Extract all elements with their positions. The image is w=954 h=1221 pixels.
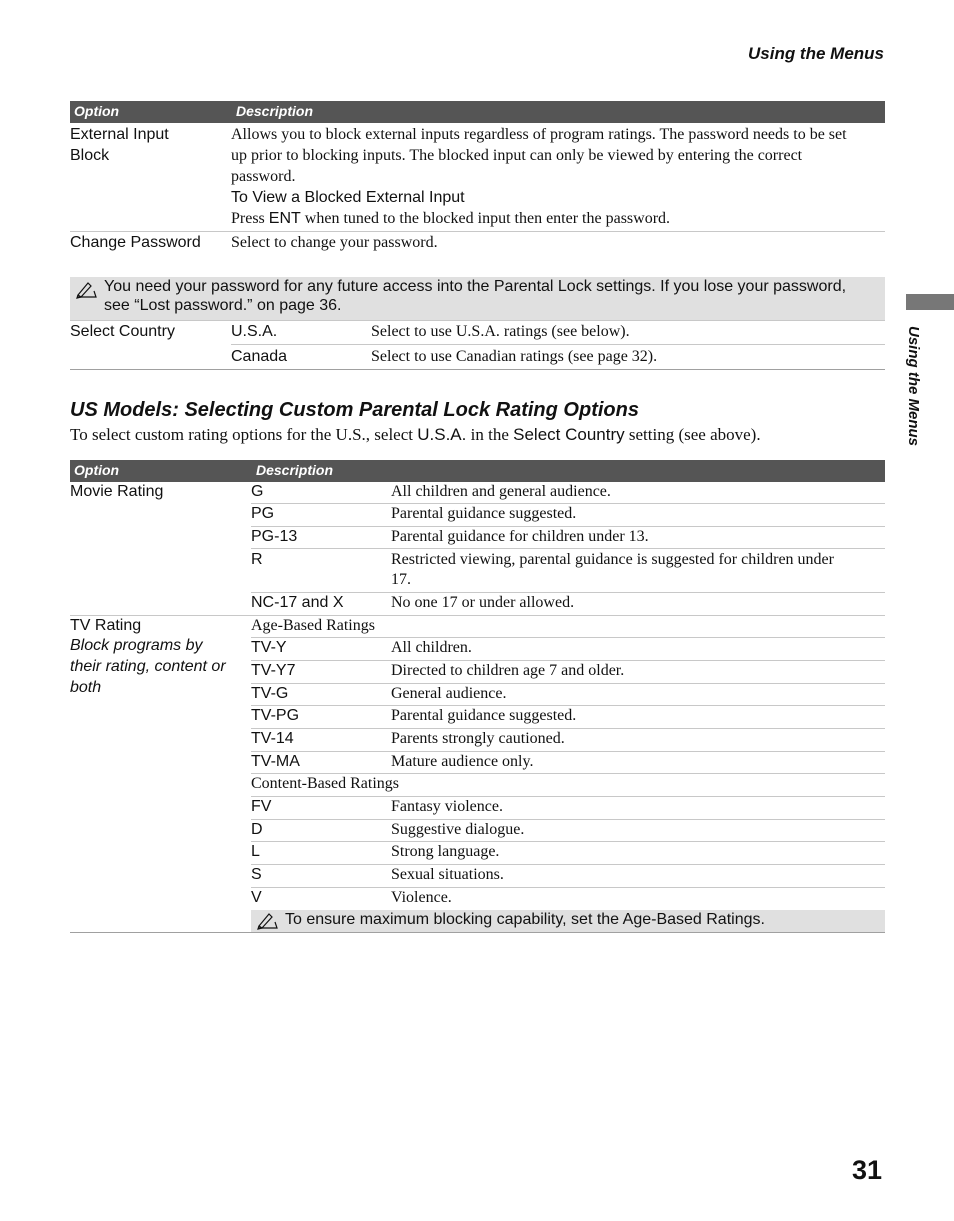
table2-header-description: Description bbox=[256, 462, 334, 478]
country-canada-description: Select to use Canadian ratings (see page 32). bbox=[371, 348, 658, 365]
tv-row-divider bbox=[251, 728, 885, 729]
tv-row-divider bbox=[251, 841, 885, 842]
content-based-label: Content-Based Ratings bbox=[251, 775, 399, 792]
tv-rating-subtext-line1: Block programs by bbox=[70, 637, 203, 654]
tv-code-tvy: TV-Y bbox=[251, 639, 287, 656]
table1-header bbox=[70, 101, 885, 123]
password-note bbox=[70, 277, 885, 320]
tv-row-divider bbox=[251, 864, 885, 865]
tv-code-tvy7: TV-Y7 bbox=[251, 662, 296, 679]
tv-code-v: V bbox=[251, 889, 262, 906]
memo-pencil-icon bbox=[74, 280, 100, 300]
intro-part2: in the bbox=[466, 425, 514, 444]
table1-header-description: Description bbox=[236, 103, 314, 119]
tv-row-divider bbox=[251, 683, 885, 684]
tv-rating-subtext-line3: both bbox=[70, 679, 102, 696]
tv-desc-s: Sexual situations. bbox=[391, 866, 504, 883]
intro-part3: setting (see above). bbox=[624, 425, 761, 444]
tv-code-tvma: TV-MA bbox=[251, 753, 300, 770]
tv-desc-tvy: All children. bbox=[391, 639, 472, 656]
movie-code-pg: PG bbox=[251, 505, 275, 522]
table2-header bbox=[70, 460, 885, 482]
change-password-option: Change Password bbox=[70, 234, 201, 251]
tv-row-divider bbox=[251, 637, 885, 638]
country-canada-label: Canada bbox=[231, 348, 288, 365]
tv-row-divider bbox=[251, 819, 885, 820]
side-tab-label: Using the Menus bbox=[905, 326, 922, 447]
tv-desc-tvy7: Directed to children age 7 and older. bbox=[391, 662, 625, 679]
tv-code-s: S bbox=[251, 866, 262, 883]
section-heading: US Models: Selecting Custom Parental Lock Rating Options bbox=[70, 399, 639, 421]
tv-row-divider bbox=[251, 887, 885, 888]
section-intro bbox=[70, 425, 890, 445]
table2-header-option: Option bbox=[74, 462, 120, 478]
external-input-desc-line1: Allows you to block external inputs regardless of program ratings. The password needs to be set bbox=[231, 126, 847, 143]
tv-desc-l: Strong language. bbox=[391, 843, 500, 860]
tv-desc-v: Violence. bbox=[391, 889, 452, 906]
running-header: Using the Menus bbox=[747, 44, 884, 63]
movie-rating-option: Movie Rating bbox=[70, 483, 164, 500]
external-input-option-line2: Block bbox=[70, 147, 110, 164]
press-suffix: when tuned to the blocked input then enter the password. bbox=[300, 210, 671, 227]
side-tab-marker bbox=[906, 294, 954, 310]
table2-bottom-rule bbox=[70, 932, 885, 933]
tv-row-divider bbox=[251, 796, 885, 797]
tv-desc-fv: Fantasy violence. bbox=[391, 798, 503, 815]
press-ent-instruction bbox=[231, 208, 886, 229]
tv-code-tvg: TV-G bbox=[251, 685, 289, 702]
movie-desc-nc17: No one 17 or under allowed. bbox=[391, 594, 575, 611]
external-input-desc-line2: up prior to blocking inputs. The blocked input can only be viewed by entering the correct bbox=[231, 147, 803, 164]
intro-select-country: Select Country bbox=[513, 425, 625, 444]
movie-code-nc17: NC-17 and X bbox=[251, 594, 344, 611]
external-input-description bbox=[231, 124, 886, 229]
tv-desc-d: Suggestive dialogue. bbox=[391, 821, 525, 838]
tv-rating-subtext-line2: their rating, content or bbox=[70, 658, 226, 675]
intro-part1: To select custom rating options for the U.S., select bbox=[70, 425, 418, 444]
age-based-note bbox=[251, 910, 885, 932]
movie-code-g: G bbox=[251, 483, 264, 500]
tv-code-tv14: TV-14 bbox=[251, 730, 294, 747]
tv-code-l: L bbox=[251, 843, 260, 860]
movie-desc-r-line2: 17. bbox=[391, 571, 411, 588]
tv-desc-tvg: General audience. bbox=[391, 685, 507, 702]
tv-desc-tvma: Mature audience only. bbox=[391, 753, 534, 770]
table1-header-option: Option bbox=[74, 103, 120, 119]
tv-code-d: D bbox=[251, 821, 263, 838]
press-prefix: Press bbox=[231, 210, 269, 227]
select-country-option: Select Country bbox=[70, 323, 175, 340]
external-input-option bbox=[70, 124, 169, 166]
tv-code-fv: FV bbox=[251, 798, 272, 815]
tv-desc-tv14: Parents strongly cautioned. bbox=[391, 730, 565, 747]
movie-section-bottom-rule bbox=[70, 615, 885, 616]
password-note-line2: see “Lost password.” on page 36. bbox=[104, 297, 342, 314]
tv-rating-option: TV Rating bbox=[70, 617, 142, 634]
country-row-divider bbox=[231, 344, 885, 345]
country-usa-description: Select to use U.S.A. ratings (see below). bbox=[371, 323, 630, 340]
table1-bottom-rule bbox=[70, 369, 885, 370]
movie-code-pg13: PG-13 bbox=[251, 528, 298, 545]
country-usa-label: U.S.A. bbox=[231, 323, 278, 340]
tv-desc-tvpg: Parental guidance suggested. bbox=[391, 707, 577, 724]
tv-code-tvpg: TV-PG bbox=[251, 707, 300, 724]
memo-pencil-icon bbox=[255, 911, 281, 931]
age-based-note-text: To ensure maximum blocking capability, set the Age-Based Ratings. bbox=[285, 911, 765, 928]
movie-desc-pg: Parental guidance suggested. bbox=[391, 505, 577, 522]
view-blocked-input-subtitle: To View a Blocked External Input bbox=[231, 189, 465, 206]
external-input-option-line1: External Input bbox=[70, 126, 169, 143]
tv-rating-subtext bbox=[70, 635, 226, 698]
movie-desc-pg13: Parental guidance for children under 13. bbox=[391, 528, 649, 545]
intro-usa: U.S.A. bbox=[417, 425, 467, 444]
external-input-desc-line3: password. bbox=[231, 168, 296, 185]
password-note-line1: You need your password for any future access into the Parental Lock settings. If you lose your password, bbox=[104, 278, 847, 295]
tv-row-divider bbox=[251, 751, 885, 752]
movie-desc-g: All children and general audience. bbox=[391, 483, 611, 500]
ent-key-label: ENT bbox=[268, 210, 301, 227]
age-based-label: Age-Based Ratings bbox=[251, 617, 375, 634]
page-number: 31 bbox=[851, 1155, 882, 1185]
movie-code-r: R bbox=[251, 551, 263, 568]
movie-desc-r-line1: Restricted viewing, parental guidance is suggested for children under bbox=[391, 551, 834, 568]
change-password-description: Select to change your password. bbox=[231, 234, 438, 251]
